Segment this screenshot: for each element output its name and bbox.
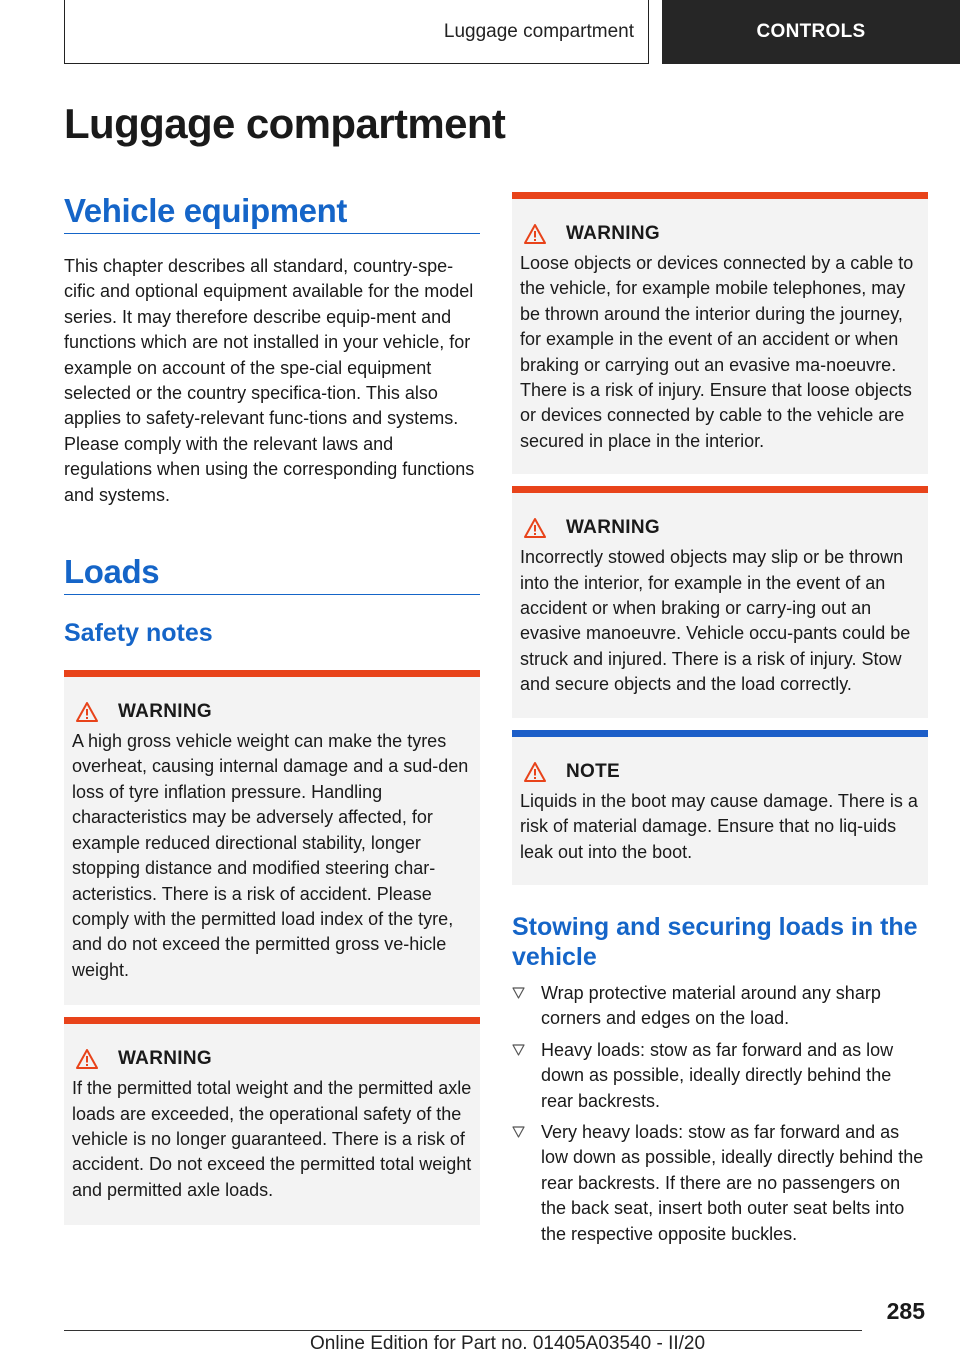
warning-box-axle-loads — [64, 1017, 480, 1225]
page-number: 285 — [886, 1298, 925, 1324]
header-chapter-label: CONTROLS — [756, 21, 866, 42]
note-label: NOTE — [566, 760, 620, 782]
warning-label: WARNING — [566, 223, 660, 244]
header-section-label: Luggage compartment — [443, 20, 634, 42]
warning-box-loose-objects — [512, 192, 928, 474]
list-item-text: Very heavy loads: stow as far forward and as low down as possible, ideally directly behind the rear backrests. If there are no passengers on the back seat, insert both outer seat belts into the respective opposite buckles. — [541, 1121, 924, 1244]
warning-triangle-icon — [524, 223, 546, 245]
stowing-heading: Stowing and securing loads in the vehicle — [512, 912, 918, 971]
left-column — [64, 192, 480, 1225]
header-section-tab — [64, 0, 649, 64]
warning-box-stowed-objects — [512, 486, 928, 717]
list-item-text: Wrap protective material around any sharp corners and edges on the load. — [541, 982, 881, 1029]
list-item — [512, 1038, 928, 1114]
note-text: Liquids in the boot may cause damage. There is a risk of material damage. Ensure that no liq-uids leak out into the boot. — [520, 790, 918, 862]
warning-label: WARNING — [118, 1048, 212, 1070]
triangle-bullet-icon — [512, 987, 525, 999]
triangle-bullet-icon — [512, 1044, 525, 1056]
warning-label: WARNING — [566, 517, 660, 539]
safety-notes-heading: Safety notes — [64, 619, 213, 648]
warning-triangle-icon — [524, 761, 546, 783]
list-item-text: Heavy loads: stow as far forward and as low down as possible, ideally directly behind the rear backrests. — [541, 1039, 894, 1111]
warning-box-header — [520, 515, 920, 541]
warning-text: A high gross vehicle weight can make the tyres overheat, causing internal damage and a sud-den loss of tyre inflation pressure. Handling characteristics may be adversely affected, for example reduced directional stability, longer stopping distance and modified steering char-acteristics. There is a risk of accident. Please comply with the permitted load index of the tyre, and do not exceed the permitted gross ve-hicle weight. — [72, 731, 469, 980]
stowing-list — [512, 981, 928, 1247]
warning-box-header — [72, 1046, 472, 1072]
warning-text: Loose objects or devices connected by a cable to the vehicle, for example mobile telephones, may be thrown around the interior during the journey, for example in the event of an accident or when braking or carrying out an evasive ma-noeuvre. There is a risk of injury. Ensure that loose objects or devices connected by cable to the vehicle are secured in place in the interior. — [520, 253, 914, 451]
right-column — [512, 192, 928, 1253]
vehicle-equipment-text: This chapter describes all standard, country-spe-cific and optional equipment available for the model series. It may therefore describe equip-ment and functions which are not installed in your vehicle, for example on account of the spe-cial equipment selected or the country specifica-tion. This also applies to safety-relevant func-tions and systems. Please comply with the relevant laws and regulations when using the corresponding functions and systems. — [64, 256, 475, 505]
warning-text: Incorrectly stowed objects may slip or be thrown into the interior, for example in the event of an accident or when braking or carry-ing out an evasive manoeuvre. Vehicle occu-pants could be struck and injured. There is a risk of injury. Stow and secure objects and the load correctly. — [520, 547, 911, 695]
footer-edition: Online Edition for Part no. 01405A03540 - II/20 — [310, 1333, 706, 1354]
list-item — [512, 1120, 928, 1247]
note-box-header — [520, 759, 920, 785]
list-item — [512, 981, 928, 1032]
warning-triangle-icon — [524, 517, 546, 539]
warning-triangle-icon — [76, 701, 98, 723]
vehicle-equipment-heading: Vehicle equipment — [64, 192, 480, 234]
page-title: Luggage compartment — [64, 100, 506, 147]
warning-triangle-icon — [76, 1048, 98, 1070]
header-chapter-tab — [662, 0, 960, 64]
warning-text: If the permitted total weight and the permitted axle loads are exceeded, the operational safety of the vehicle is no longer guaranteed. There is a risk of accident. Do not exceed the permitted total weight and permitted axle loads. — [72, 1078, 472, 1200]
warning-box-tyres — [64, 670, 480, 1005]
footer-divider — [64, 1330, 862, 1331]
triangle-bullet-icon — [512, 1126, 525, 1138]
note-box-liquids — [512, 730, 928, 885]
warning-box-header — [72, 699, 472, 725]
warning-box-header — [520, 221, 920, 247]
warning-label: WARNING — [118, 701, 212, 723]
loads-heading: Loads — [64, 553, 480, 595]
